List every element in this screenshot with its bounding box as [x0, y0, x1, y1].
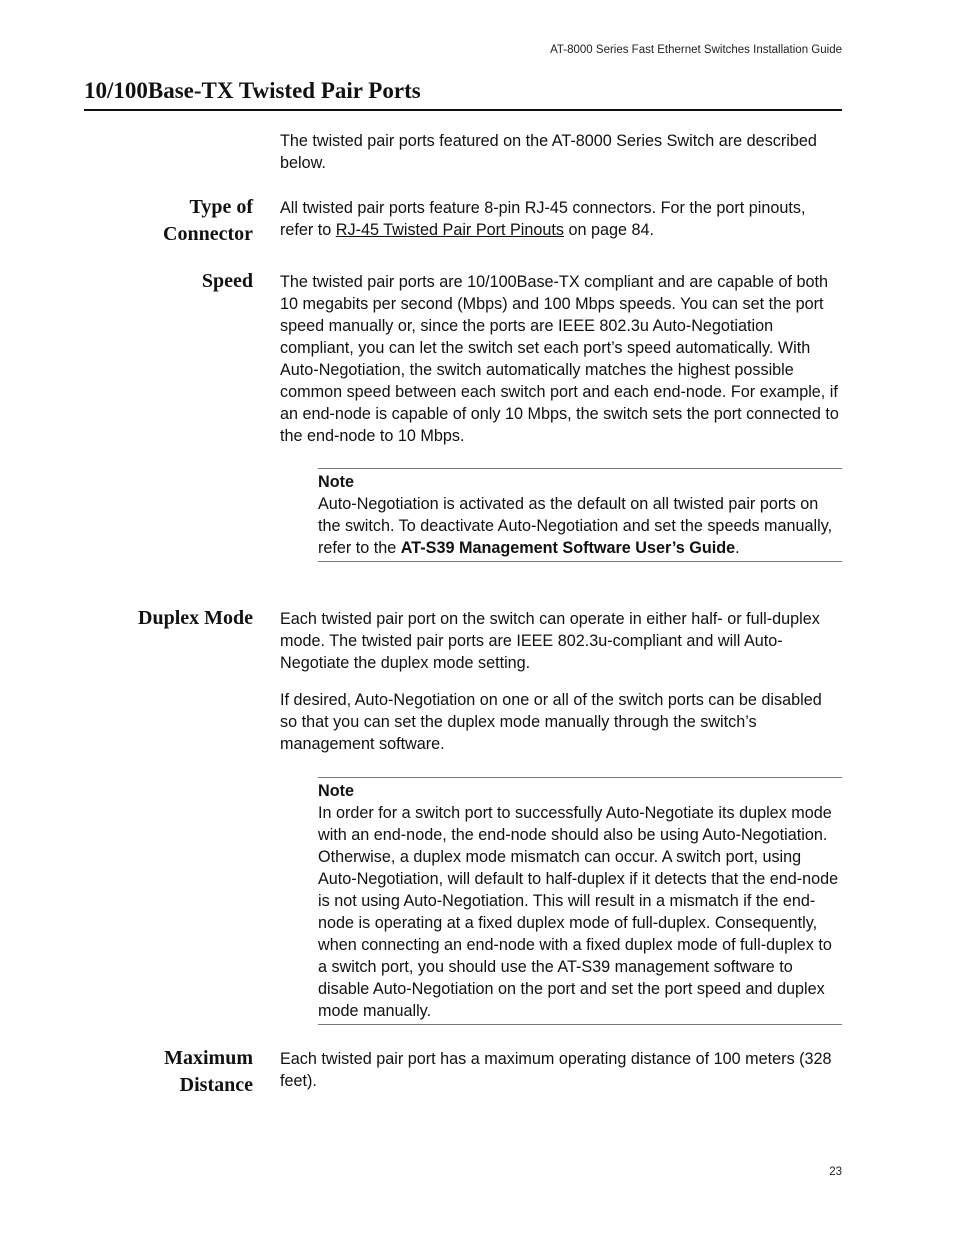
duplex-note-title: Note	[318, 782, 354, 800]
management-guide-reference: AT-S39 Management Software User’s Guide	[400, 539, 736, 557]
page-number: 23	[829, 1166, 842, 1178]
duplex-heading: Duplex Mode	[138, 607, 253, 629]
duplex-text-1: Each twisted pair port on the switch can operate in either half- or full-duplex mode. The twisted pair ports are IEEE 802.3u-compliant and will Auto-Negotiate the duplex mode setting.	[280, 610, 820, 672]
distance-heading-line2: Distance	[179, 1074, 253, 1096]
duplex-paragraph-2	[280, 689, 842, 755]
speed-note-text	[318, 493, 842, 559]
duplex-text-2: If desired, Auto-Negotiation on one or all of the switch ports can be disabled so that you can set the duplex mode manually through the switch’s management software.	[280, 691, 822, 753]
distance-text: Each twisted pair port has a maximum operating distance of 100 meters (328 feet).	[280, 1050, 832, 1090]
distance-paragraph	[280, 1048, 842, 1092]
speed-heading: Speed	[201, 270, 253, 292]
speed-note-text-after: .	[735, 539, 740, 557]
connector-text-before: All twisted pair ports feature 8-pin RJ-45 connectors. For the port pinouts, refer to	[280, 199, 806, 239]
speed-note	[318, 468, 842, 562]
section-title: 10/100Base-TX Twisted Pair Ports	[84, 78, 421, 103]
intro-text: The twisted pair ports featured on the AT-8000 Series Switch are described below.	[280, 132, 817, 172]
connector-text-after: on page 84.	[564, 221, 655, 239]
connector-heading-line1: Type of	[189, 196, 253, 218]
speed-note-title: Note	[318, 473, 354, 491]
duplex-note	[318, 777, 842, 1025]
duplex-paragraph-1	[280, 608, 842, 674]
connector-heading	[60, 194, 253, 248]
speed-note-text-before: Auto-Negotiation is activated as the default on all twisted pair ports on the switch. To deactivate Auto-Negotiation and set the speeds manually, refer to the	[318, 495, 833, 557]
connector-heading-line2: Connector	[163, 223, 253, 245]
pinouts-link[interactable]: RJ-45 Twisted Pair Port Pinouts	[335, 221, 565, 239]
connector-paragraph	[280, 197, 842, 241]
section-title-rule	[84, 109, 842, 111]
duplex-note-text: In order for a switch port to successfully Auto-Negotiate its duplex mode with an end-node, the end-node should also be using Auto-Negotiation. Otherwise, a duplex mode mismatch can occur. A switch port, using Auto-Negotiation, will default to half-duplex if it detects that the end-node is not using Auto-Negotiation. This will result in a mismatch if the end-node is operating at a fixed duplex mode of full-duplex. Consequently, when connecting an end-node with a fixed duplex mode of full-duplex to a switch port, you should use the AT-S39 management software to disable Auto-Negotiation on the port and set the port speed and duplex mode manually.	[318, 804, 839, 1020]
running-header: AT-8000 Series Fast Ethernet Switches Installation Guide	[550, 44, 842, 56]
distance-heading	[60, 1045, 253, 1099]
distance-heading-line1: Maximum	[164, 1047, 253, 1069]
speed-paragraph	[280, 271, 842, 447]
intro-paragraph	[280, 130, 842, 174]
speed-text: The twisted pair ports are 10/100Base-TX compliant and are capable of both 10 megabits per second (Mbps) and 100 Mbps speeds. You can set the port speed manually or, since the ports are IEEE 802.3u Auto-Negotiation compliant, you can let the switch set each port’s speed automatically. With Auto-Negotiation, the switch automatically matches the highest possible common speed between each switch port and each end-node. For example, if an end-node is capable of only 10 Mbps, the switch sets the port connected to the end-node to 10 Mbps.	[280, 273, 839, 445]
